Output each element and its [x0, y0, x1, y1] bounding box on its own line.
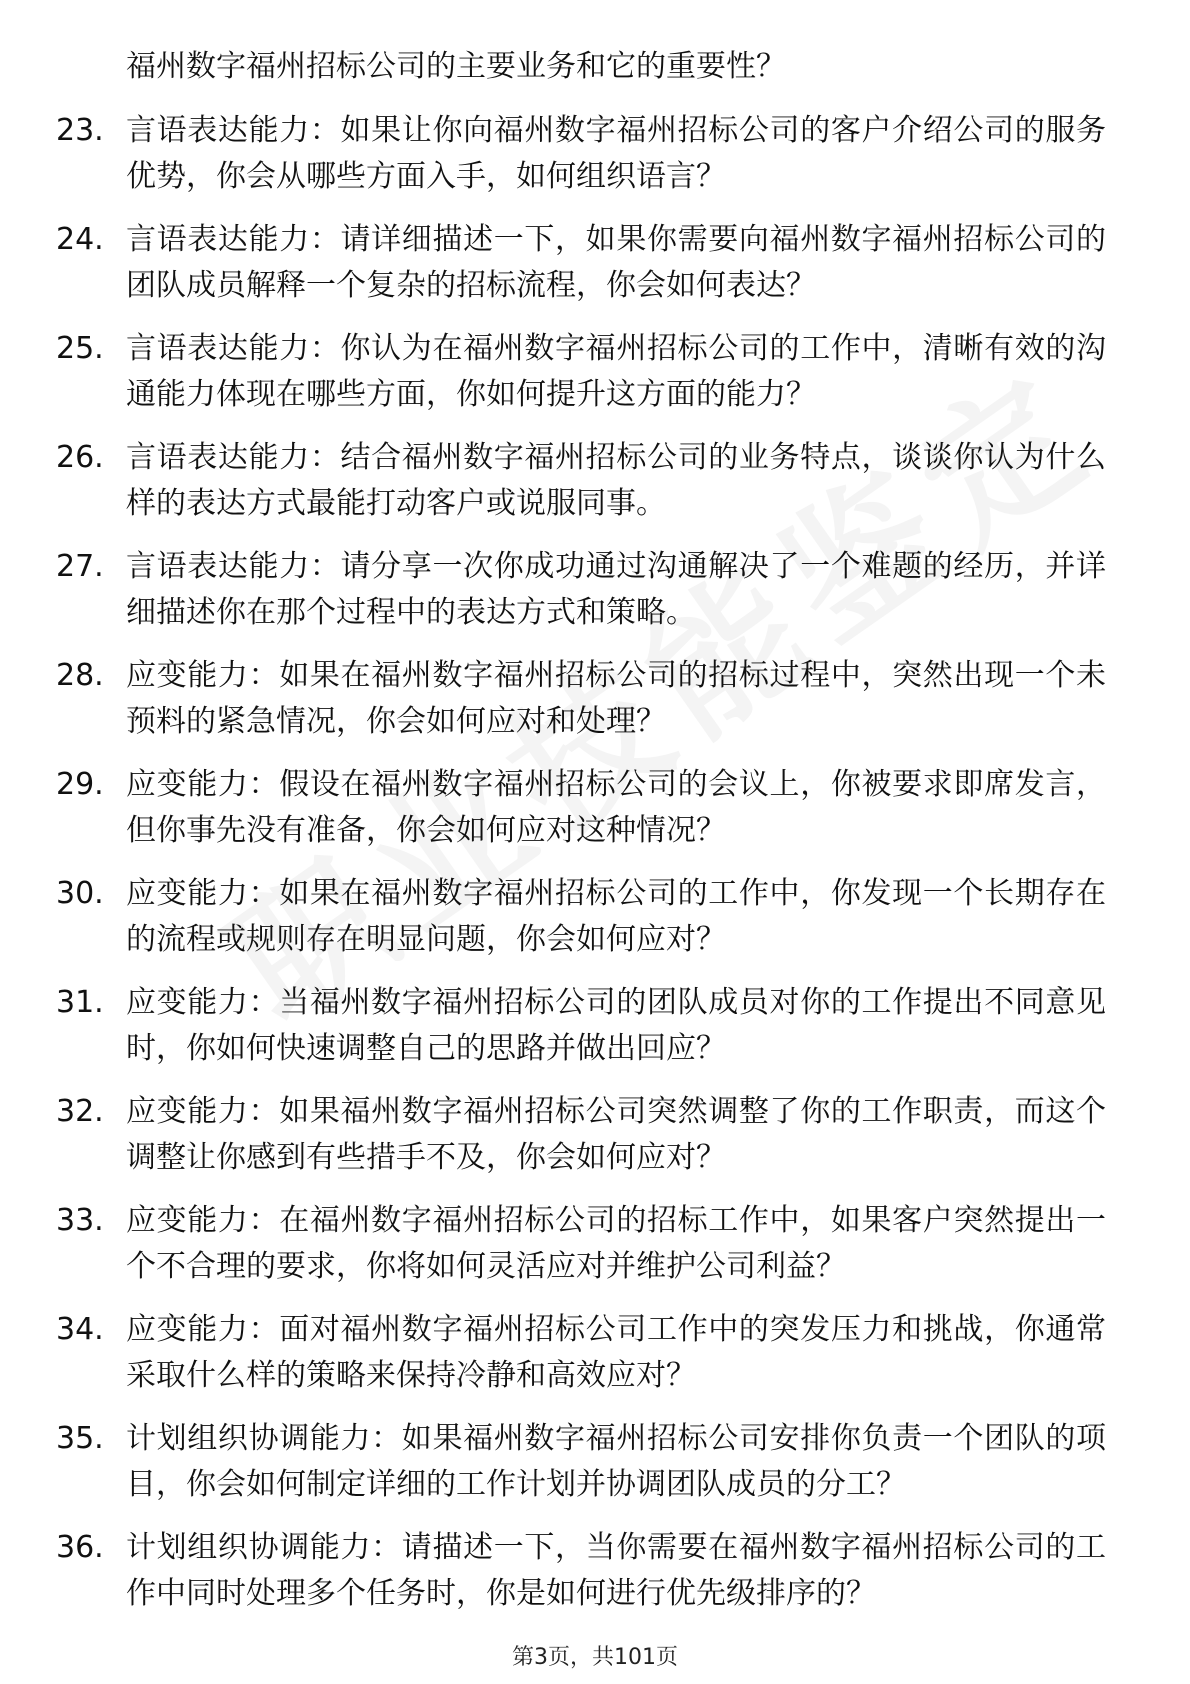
question-text: 应变能力：如果在福州数字福州招标公司的招标过程中，突然出现一个未预料的紧急情况，你会如何应对和处理？: [126, 658, 1106, 739]
list-item: [0, 653, 1190, 745]
question-number: 26.: [56, 440, 104, 475]
question-text: 言语表达能力：请详细描述一下，如果你需要向福州数字福州招标公司的团队成员解释一个复杂的招标流程，你会如何表达？: [126, 222, 1106, 303]
question-text: 计划组织协调能力：如果福州数字福州招标公司安排你负责一个团队的项目，你会如何制定详细的工作计划并协调团队成员的分工？: [126, 1421, 1106, 1502]
page-number: 第3页，共101页: [512, 1645, 678, 1670]
question-text: 言语表达能力：结合福州数字福州招标公司的业务特点，谈谈你认为什么样的表达方式最能打动客户或说服同事。: [126, 440, 1106, 521]
list-item: [0, 326, 1190, 418]
list-item: [0, 980, 1190, 1072]
question-number: 27.: [56, 549, 104, 584]
list-item: [0, 217, 1190, 309]
list-item: [0, 544, 1190, 636]
question-text: 言语表达能力：如果让你向福州数字福州招标公司的客户介绍公司的服务优势，你会从哪些方面入手，如何组织语言？: [126, 113, 1106, 194]
list-item: [0, 1416, 1190, 1508]
question-text: 言语表达能力：你认为在福州数字福州招标公司的工作中，清晰有效的沟通能力体现在哪些方面，你如何提升这方面的能力？: [126, 331, 1106, 412]
question-text: 计划组织协调能力：请描述一下，当你需要在福州数字福州招标公司的工作中同时处理多个任务时，你是如何进行优先级排序的？: [126, 1530, 1106, 1611]
question-number: 34.: [56, 1312, 104, 1347]
question-number: 31.: [56, 985, 104, 1020]
question-number: 36.: [56, 1530, 104, 1565]
question-text: 应变能力：如果在福州数字福州招标公司的工作中，你发现一个长期存在的流程或规则存在明显问题，你会如何应对？: [126, 876, 1106, 957]
question-number: 25.: [56, 331, 104, 366]
question-number: 23.: [56, 113, 104, 148]
list-item: [0, 1089, 1190, 1181]
question-text: 应变能力：如果福州数字福州招标公司突然调整了你的工作职责，而这个调整让你感到有些措手不及，你会如何应对？: [126, 1094, 1106, 1175]
question-number: 24.: [56, 222, 104, 257]
question-list: [0, 44, 1190, 1634]
list-item: [0, 1307, 1190, 1399]
question-number: 29.: [56, 767, 104, 802]
question-number: 33.: [56, 1203, 104, 1238]
list-item: [0, 1525, 1190, 1617]
list-item: [0, 762, 1190, 854]
question-number: 35.: [56, 1421, 104, 1456]
question-text: 应变能力：在福州数字福州招标公司的招标工作中，如果客户突然提出一个不合理的要求，你将如何灵活应对并维护公司利益？: [126, 1203, 1106, 1284]
question-text: 应变能力：当福州数字福州招标公司的团队成员对你的工作提出不同意见时，你如何快速调整自己的思路并做出回应？: [126, 985, 1106, 1066]
question-number: 28.: [56, 658, 104, 693]
question-text: 应变能力：面对福州数字福州招标公司工作中的突发压力和挑战，你通常采取什么样的策略来保持冷静和高效应对？: [126, 1312, 1106, 1393]
question-text: 应变能力：假设在福州数字福州招标公司的会议上，你被要求即席发言，但你事先没有准备，你会如何应对这种情况？: [126, 767, 1106, 848]
question-text: 言语表达能力：请分享一次你成功通过沟通解决了一个难题的经历，并详细描述你在那个过程中的表达方式和策略。: [126, 549, 1106, 630]
question-number: 30.: [56, 876, 104, 911]
list-item: [0, 1198, 1190, 1290]
list-item: [0, 108, 1190, 200]
question-number: 32.: [56, 1094, 104, 1129]
list-item: [0, 435, 1190, 527]
continued-question-text: 福州数字福州招标公司的主要业务和它的重要性？: [126, 49, 786, 84]
list-item: [0, 871, 1190, 963]
